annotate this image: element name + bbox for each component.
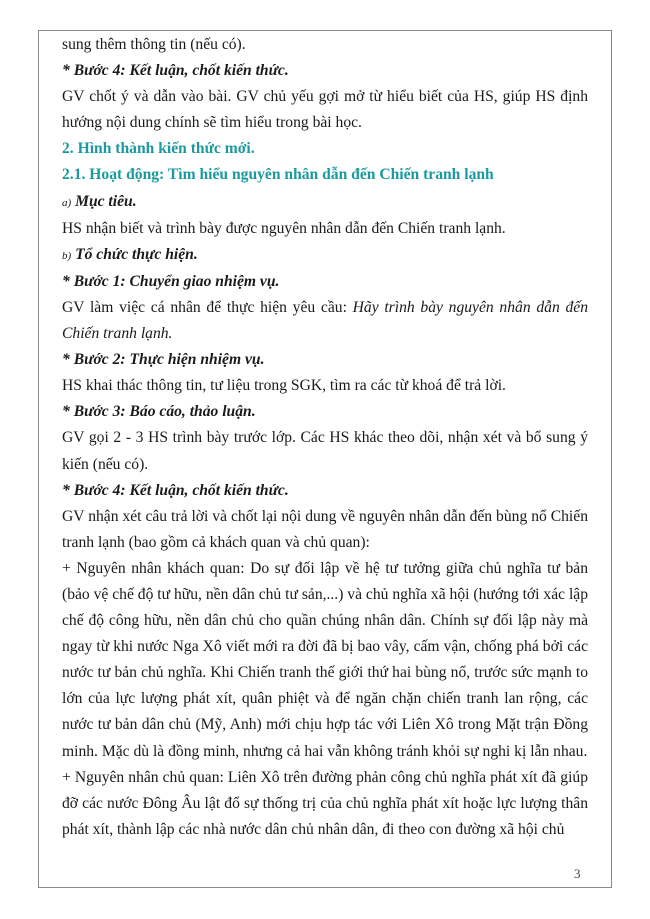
paragraph: GV chốt ý và dẫn vào bài. GV chủ yếu gợi mở từ hiểu biết của HS, giúp HS định hướng nội dung chính sẽ tìm hiểu trong bài học. (62, 88, 588, 132)
document-body (62, 32, 588, 843)
paragraph: sung thêm thông tin (nếu có). (62, 36, 246, 53)
list-heading-text: Mục tiêu. (75, 192, 137, 210)
task-prompt: Hãy trình bày nguyên nhân dẫn đến Chiến tranh lạnh. (62, 298, 588, 343)
list-heading-objective (62, 189, 588, 216)
list-heading-text: Tổ chức thực hiện. (75, 245, 198, 263)
paragraph: GV gọi 2 - 3 HS trình bày trước lớp. Các HS khác theo dõi, nhận xét và bổ sung ý kiến (nếu có). (62, 429, 588, 473)
subsection-heading: 2.1. Hoạt động: Tìm hiểu nguyên nhân dẫn đến Chiến tranh lạnh (62, 166, 494, 184)
step-heading: * Bước 3: Báo cáo, thảo luận. (62, 403, 256, 421)
step-heading: * Bước 2: Thực hiện nhiệm vụ. (62, 351, 265, 369)
list-label: b) (62, 249, 72, 262)
list-label: a) (62, 196, 72, 209)
paragraph: HS nhận biết và trình bày được nguyên nhân dẫn đến Chiến tranh lạnh. (62, 219, 506, 237)
paragraph (62, 295, 588, 347)
paragraph: GV nhận xét câu trả lời và chốt lại nội dung về nguyên nhân dẫn đến bùng nổ Chiến tranh lạnh (bao gồm cả khách quan và chủ quan): (62, 507, 588, 551)
step-heading: * Bước 4: Kết luận, chốt kiến thức. (62, 481, 289, 499)
section-heading: 2. Hình thành kiến thức mới. (62, 140, 255, 158)
paragraph: HS khai thác thông tin, tư liệu trong SGK, tìm ra các từ khoá để trả lời. (62, 377, 506, 395)
paragraph: + Nguyên nhân chủ quan: Liên Xô trên đường phản công chủ nghĩa phát xít đã giúp đỡ các nước Đông Âu lật đổ sự thống trị của chủ nghĩa phát xít hoặc lực lượng thân phát xít, thành lập các nhà nước dân chủ nhân dân, đi theo con đường xã hội chủ (62, 768, 588, 838)
step-heading: * Bước 1: Chuyển giao nhiệm vụ. (62, 272, 280, 290)
list-heading-organization (62, 242, 588, 269)
step-heading: * Bước 4: Kết luận, chốt kiến thức. (62, 62, 289, 80)
paragraph-text: GV làm việc cá nhân để thực hiện yêu cầu: (62, 298, 353, 316)
page-number: 3 (574, 866, 581, 881)
paragraph: + Nguyên nhân khách quan: Do sự đối lập về hệ tư tưởng giữa chủ nghĩa tư bản (bảo vệ chế độ tư hữu, nền dân chủ tư sản,...) và chủ nghĩa xã hội (hướng tới xác lập chế độ công hữu, nền dân chủ cho quần chúng nhân dân. Chính sự đối lập này mà ngay từ khi nước Nga Xô viết mới ra đời đã bị bao vây, cấm vận, chống phá bởi các nước tư bản chủ nghĩa. Khi Chiến tranh thế giới thứ hai bùng nổ, trước sức mạnh to lớn của lực lượng phát xít, quân phiệt và để ngăn chặn chiến tranh lan rộng, các nước tư bản dân chủ (Mỹ, Anh) mới chịu hợp tác với Liên Xô trong Mặt trận Đồng minh. Mặc dù là đồng minh, nhưng cả hai vẫn không tránh khỏi sự nghi kị lẫn nhau. (62, 559, 588, 760)
